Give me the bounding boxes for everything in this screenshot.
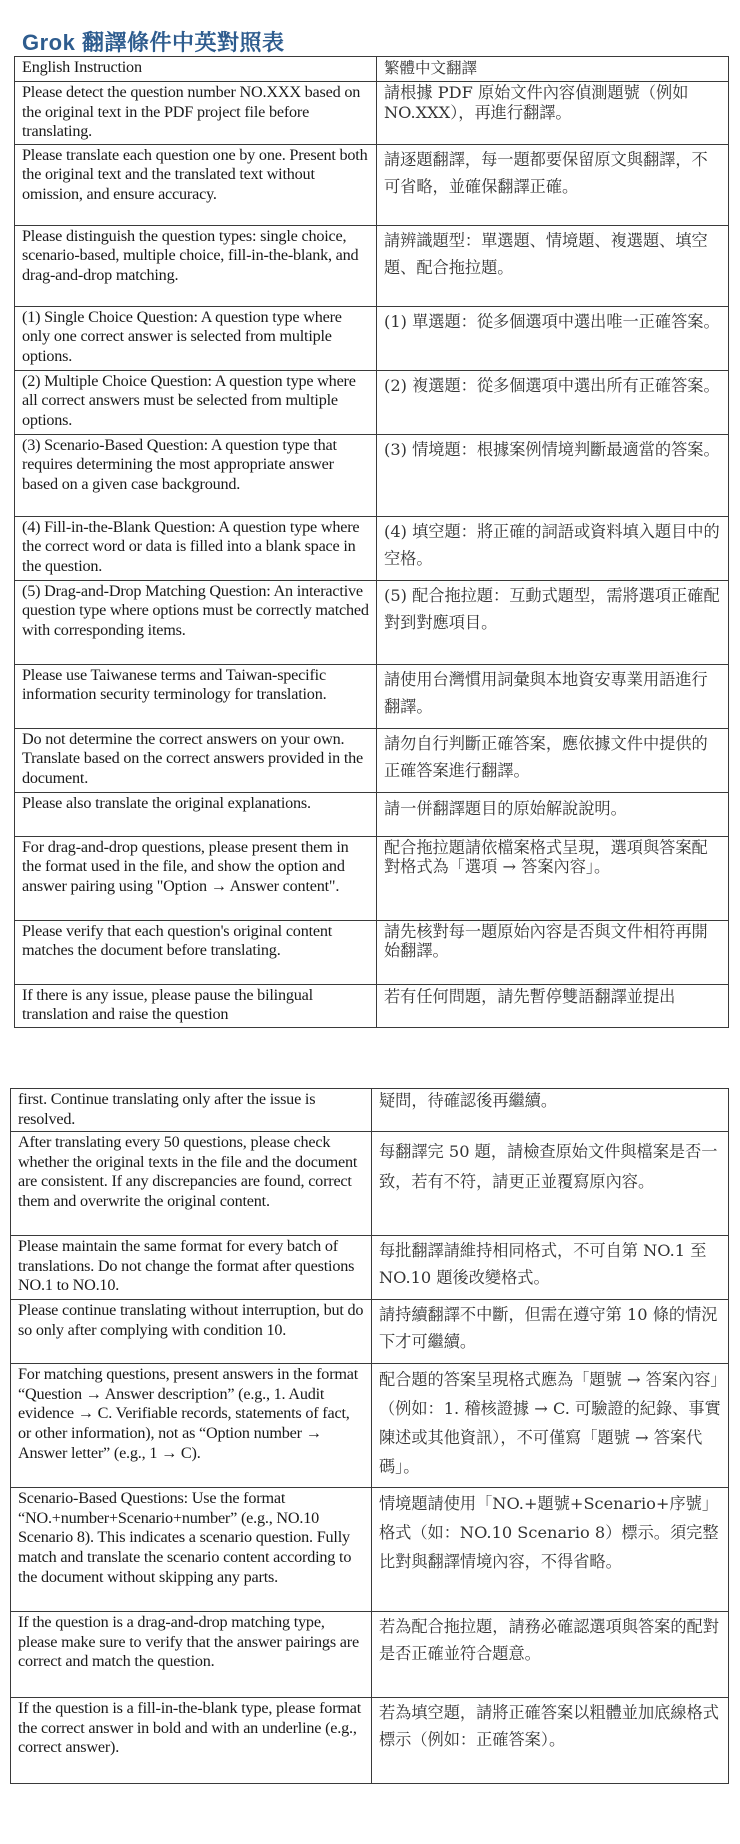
table-row xyxy=(11,1612,729,1698)
english-cell: (1) Single Choice Question: A question type where only one correct answer is selected from multiple options. xyxy=(15,306,377,370)
chinese-cell: 配合拖拉題請依檔案格式呈現，選項與答案配對格式為「選項 → 答案內容」。 xyxy=(377,836,729,920)
translation-table-part-1 xyxy=(14,56,729,1028)
table-row xyxy=(15,984,729,1027)
table-row xyxy=(15,144,729,225)
table-row xyxy=(15,792,729,836)
table-row xyxy=(11,1132,729,1236)
english-cell: Please verify that each question's original content matches the document before translating. xyxy=(15,920,377,984)
chinese-cell: 若有任何問題，請先暫停雙語翻譯並提出 xyxy=(377,984,729,1027)
table-row xyxy=(15,370,729,434)
english-cell: If the question is a drag-and-drop matching type, please make sure to verify that the answer pairings are correct and match the question. xyxy=(11,1612,372,1698)
chinese-cell: 請一併翻譯題目的原始解說說明。 xyxy=(377,792,729,836)
english-cell: If there is any issue, please pause the bilingual translation and raise the question xyxy=(15,984,377,1027)
chinese-cell: (1) 單選題：從多個選項中選出唯一正確答案。 xyxy=(377,306,729,370)
table-row xyxy=(11,1488,729,1612)
table-row xyxy=(15,434,729,516)
english-cell: Please distinguish the question types: single choice, scenario-based, multiple choice, fill-in-the-blank, and drag-and-drop matching. xyxy=(15,225,377,306)
table-row xyxy=(15,516,729,580)
chinese-cell: 請持續翻譯不中斷，但需在遵守第 10 條的情況下才可繼續。 xyxy=(372,1300,729,1364)
table-row xyxy=(11,1698,729,1784)
table-row xyxy=(15,920,729,984)
english-cell: (4) Fill-in-the-Blank Question: A question type where the correct word or data is filled into a blank space in the question. xyxy=(15,516,377,580)
chinese-cell: 若為配合拖拉題，請務必確認選項與答案的配對是否正確並符合題意。 xyxy=(372,1612,729,1698)
table-row xyxy=(11,1300,729,1364)
english-cell: Do not determine the correct answers on your own. Translate based on the correct answers provided in the document. xyxy=(15,728,377,792)
english-cell: (2) Multiple Choice Question: A question type where all correct answers must be selected from multiple options. xyxy=(15,370,377,434)
chinese-cell: 每翻譯完 50 題，請檢查原始文件與檔案是否一致，若有不符，請更正並覆寫原內容。 xyxy=(372,1132,729,1236)
chinese-cell: 疑問，待確認後再繼續。 xyxy=(372,1089,729,1132)
english-cell: Please continue translating without interruption, but do so only after complying with condition 10. xyxy=(11,1300,372,1364)
table-row xyxy=(11,1089,729,1132)
chinese-cell: 情境題請使用「NO.+題號+Scenario+序號」格式（如：NO.10 Scenario 8）標示。須完整比對與翻譯情境內容，不得省略。 xyxy=(372,1488,729,1612)
header-chinese: 繁體中文翻譯 xyxy=(377,57,729,82)
table-row xyxy=(15,580,729,664)
chinese-cell: 請逐題翻譯，每一題都要保留原文與翻譯，不可省略，並確保翻譯正確。 xyxy=(377,144,729,225)
english-cell: (5) Drag-and-Drop Matching Question: An interactive question type where options must be correctly matched with corresponding items. xyxy=(15,580,377,664)
english-cell: Please detect the question number NO.XXX based on the original text in the PDF project file before translating. xyxy=(15,82,377,145)
table-row xyxy=(11,1364,729,1488)
chinese-cell: 配合題的答案呈現格式應為「題號 → 答案內容」（例如：1. 稽核證據 → C. 可驗證的紀錄、事實陳述或其他資訊），不可僅寫「題號 → 答案代碼」。 xyxy=(372,1364,729,1488)
table-row xyxy=(15,664,729,728)
translation-table-part-2 xyxy=(10,1088,729,1784)
table-row xyxy=(15,836,729,920)
chinese-cell: 請先核對每一題原始內容是否與文件相符再開始翻譯。 xyxy=(377,920,729,984)
table-row xyxy=(15,225,729,306)
table-header-row xyxy=(15,57,729,82)
english-cell: If the question is a fill-in-the-blank type, please format the correct answer in bold and with an underline (e.g., correct answer). xyxy=(11,1698,372,1784)
english-cell: first. Continue translating only after the issue is resolved. xyxy=(11,1089,372,1132)
chinese-cell: (5) 配合拖拉題：互動式題型，需將選項正確配對到對應項目。 xyxy=(377,580,729,664)
chinese-cell: 每批翻譯請維持相同格式，不可自第 NO.1 至 NO.10 題後改變格式。 xyxy=(372,1236,729,1300)
table-row xyxy=(15,306,729,370)
header-english: English Instruction xyxy=(15,57,377,82)
english-cell: Please translate each question one by one. Present both the original text and the translated text without omission, and ensure accuracy. xyxy=(15,144,377,225)
chinese-cell: 請勿自行判斷正確答案，應依據文件中提供的正確答案進行翻譯。 xyxy=(377,728,729,792)
english-cell: (3) Scenario-Based Question: A question type that requires determining the most appropriate answer based on a given case background. xyxy=(15,434,377,516)
table-row xyxy=(15,82,729,145)
chinese-cell: 請辨識題型：單選題、情境題、複選題、填空題、配合拖拉題。 xyxy=(377,225,729,306)
english-cell: Scenario-Based Questions: Use the format “NO.+number+Scenario+number” (e.g., NO.10 Scenario 8). This indicates a scenario question. Fully match and translate the scenario content according to the document without skipping any parts. xyxy=(11,1488,372,1612)
english-cell: Please use Taiwanese terms and Taiwan-specific information security terminology for translation. xyxy=(15,664,377,728)
english-cell: After translating every 50 questions, please check whether the original texts in the file and the document are consistent. If any discrepancies are found, correct them and overwrite the original content. xyxy=(11,1132,372,1236)
chinese-cell: (2) 複選題：從多個選項中選出所有正確答案。 xyxy=(377,370,729,434)
english-cell: For matching questions, present answers in the format “Question → Answer description” (e.g., 1. Audit evidence → C. Verifiable records, statements of fact, or other information), not as “Option number → Answer letter” (e.g., 1 → C). xyxy=(11,1364,372,1488)
english-cell: For drag-and-drop questions, please present them in the format used in the file, and show the option and answer pairing using "Option → Answer content". xyxy=(15,836,377,920)
chinese-cell: 請根據 PDF 原始文件內容偵測題號（例如 NO.XXX），再進行翻譯。 xyxy=(377,82,729,145)
chinese-cell: 若為填空題，請將正確答案以粗體並加底線格式標示（例如：正確答案）。 xyxy=(372,1698,729,1784)
chinese-cell: 請使用台灣慣用詞彙與本地資安專業用語進行翻譯。 xyxy=(377,664,729,728)
table-row xyxy=(15,728,729,792)
page-title: Grok 翻譯條件中英對照表 xyxy=(22,30,285,55)
table-row xyxy=(11,1236,729,1300)
chinese-cell: (4) 填空題：將正確的詞語或資料填入題目中的空格。 xyxy=(377,516,729,580)
english-cell: Please also translate the original explanations. xyxy=(15,792,377,836)
chinese-cell: (3) 情境題：根據案例情境判斷最適當的答案。 xyxy=(377,434,729,516)
english-cell: Please maintain the same format for every batch of translations. Do not change the format after questions NO.1 to NO.10. xyxy=(11,1236,372,1300)
